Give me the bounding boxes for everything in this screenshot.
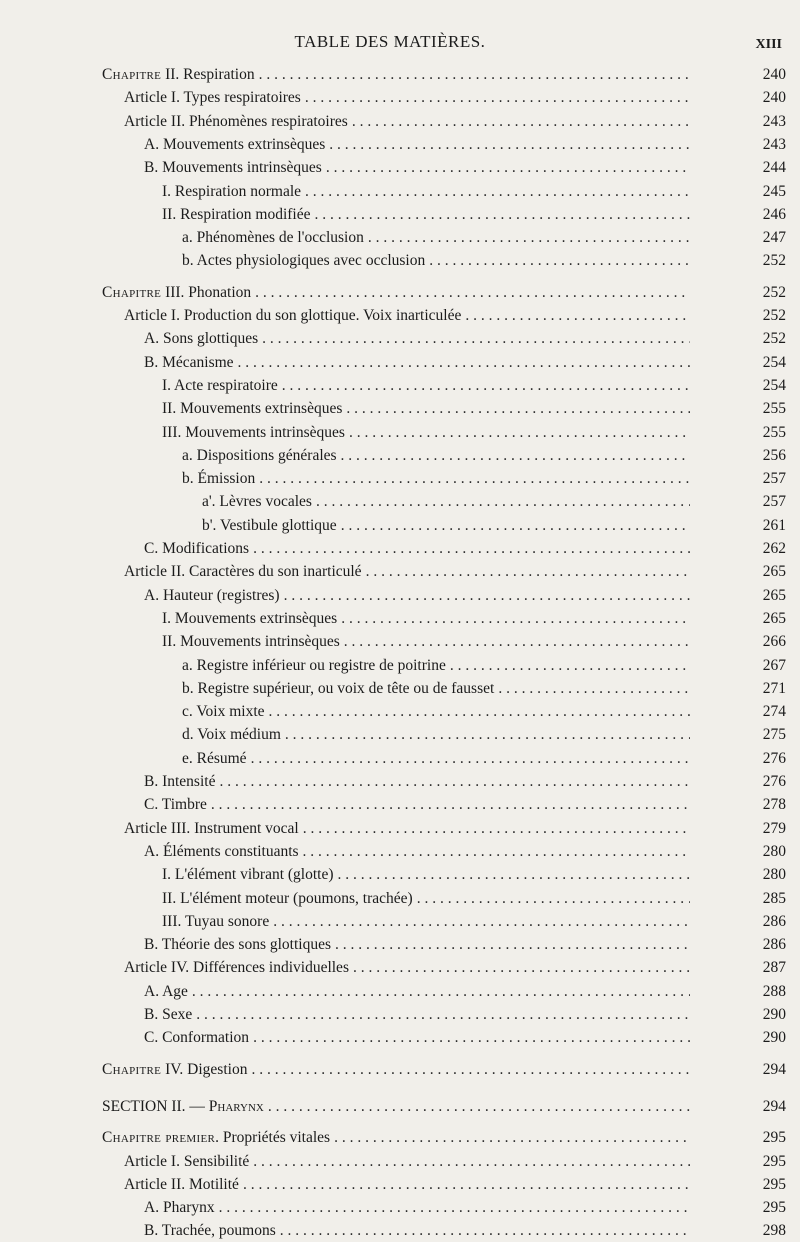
dot-leader: [368, 227, 690, 249]
dot-leader: [269, 701, 690, 723]
toc-entry-text: b'. Vestibule glottique: [202, 516, 337, 534]
dot-leader: [341, 608, 690, 630]
dot-leader: [262, 328, 690, 350]
toc-entry-label: [144, 1220, 276, 1242]
dot-leader: [338, 864, 690, 886]
toc-entry-text: II. Mouvements intrinsèques: [162, 633, 340, 651]
toc-entry: [124, 1174, 786, 1196]
toc-entry-text: a. Dispositions générales: [182, 446, 337, 464]
dot-leader: [259, 468, 690, 490]
toc-entry-text: I. Mouvements extrinsèques: [162, 609, 338, 627]
dot-leader: [282, 375, 690, 397]
toc-entry: [182, 250, 786, 272]
toc-entry-page: 254: [762, 376, 786, 394]
toc-entry-text: I. Respiration normale: [162, 182, 302, 200]
toc-entry-label: [102, 1127, 330, 1149]
page-number-roman: XIII: [755, 37, 782, 52]
toc-entry-label: [124, 1151, 249, 1173]
toc-entry: [144, 585, 786, 607]
toc-entry-text: a'. Lèvres vocales: [202, 493, 312, 511]
toc-entry-page: 265: [762, 586, 786, 604]
toc-entry-page: 286: [762, 936, 786, 954]
dot-leader: [429, 250, 690, 272]
toc-entry: [124, 87, 786, 109]
toc-entry-text: II. Respiration modifiée: [162, 205, 311, 223]
toc-entry-page: 295: [762, 1152, 786, 1170]
toc-entry-text: B. Théorie des sons glottiques: [144, 936, 331, 954]
toc-entry-page: 275: [762, 726, 786, 744]
toc-entry-label: [144, 157, 322, 179]
dot-leader: [346, 398, 690, 420]
toc-entry-kind: Chapitre: [102, 66, 162, 83]
toc-entry-text: A. Mouvements extrinsèques: [144, 135, 326, 153]
dot-leader: [315, 204, 691, 226]
dot-leader: [498, 678, 690, 700]
toc-entry-kind: Chapitre: [102, 1060, 162, 1078]
toc-entry-page: 276: [762, 749, 786, 767]
toc-entry: [124, 305, 786, 327]
toc-entry-text: II. Respiration: [165, 66, 255, 83]
toc-entry-page: 276: [762, 773, 786, 790]
toc-entry: [124, 957, 786, 979]
toc-entry-page: 274: [762, 703, 786, 721]
toc-entry-label: [162, 864, 334, 886]
dot-leader: [284, 585, 690, 607]
dot-leader: [450, 655, 690, 677]
dot-leader: [285, 724, 690, 746]
toc-entry: [162, 631, 786, 653]
toc-entry-page: 294: [762, 1097, 786, 1115]
toc-entry-text: I. L'élément vibrant (glotte): [162, 866, 334, 884]
toc-entry-text: B. Intensité: [144, 773, 216, 790]
dot-leader: [353, 957, 690, 979]
toc-entry-page: 295: [762, 1175, 786, 1193]
toc-entry-text: d. Voix médium: [182, 726, 281, 744]
toc-entry: [144, 1027, 786, 1049]
running-head: [0, 28, 800, 58]
toc-entry-page: 252: [762, 283, 786, 301]
toc-entry-text: A. Sons glottiques: [144, 330, 259, 348]
toc-entry: [144, 981, 786, 1003]
toc-entry-page: 245: [762, 182, 786, 200]
toc-entry: [144, 1220, 786, 1242]
toc-entry: [182, 678, 786, 700]
toc-entry-text: A. Éléments constituants: [144, 842, 299, 860]
toc-entry-page: 266: [762, 633, 786, 651]
toc-entry: [144, 157, 786, 179]
toc-entry-text: Article II. Caractères du son inarticulé: [124, 563, 362, 581]
toc-entry: [102, 1096, 786, 1118]
toc-entry-text: IV. Digestion: [165, 1060, 248, 1078]
toc-entry-label: [182, 250, 425, 272]
toc-entry: [144, 352, 786, 374]
toc-entry-label: [162, 631, 340, 653]
toc-entry-text: II. — Pharynx: [171, 1097, 264, 1115]
toc-entry: [162, 608, 786, 630]
dot-leader: [251, 1059, 690, 1081]
toc-entry-page: 290: [762, 1006, 786, 1023]
toc-entry-page: 280: [762, 866, 786, 884]
toc-entry-label: [202, 491, 312, 513]
toc-entry: [202, 515, 786, 537]
toc-entry-text: Article I. Production du son glottique. Voix inarticulée: [124, 307, 462, 324]
dot-leader: [268, 1096, 690, 1118]
toc-entry: [162, 375, 786, 397]
toc-entry-label: [144, 134, 325, 156]
toc-entry-label: [124, 957, 349, 979]
dot-leader: [465, 305, 690, 327]
toc-entry-text: a. Phénomènes de l'occlusion: [182, 229, 364, 247]
toc-entry: [182, 701, 786, 723]
toc-entry-label: [182, 655, 446, 677]
toc-entry-page: 246: [762, 205, 786, 223]
dot-leader: [349, 422, 690, 444]
toc-entry: [144, 934, 786, 956]
toc-entry-label: [124, 305, 461, 327]
toc-entry: [182, 655, 786, 677]
toc-entry-label: [102, 282, 251, 304]
toc-entry-text: I. Acte respiratoire: [162, 376, 278, 394]
dot-leader: [305, 87, 690, 109]
toc-entry-label: [102, 1059, 247, 1081]
toc-entry-label: [162, 181, 301, 203]
toc-entry-page: 265: [762, 609, 786, 627]
toc-entry: [124, 1151, 786, 1173]
toc-entry-label: [202, 515, 337, 537]
toc-entry-page: 278: [762, 796, 786, 814]
page-title: TABLE DES MATIÈRES.: [294, 32, 486, 51]
toc-entry-page: 288: [762, 982, 786, 1000]
toc-entry: [102, 282, 786, 304]
toc-entry-label: [124, 111, 348, 133]
toc-entry: [202, 491, 786, 513]
toc-entry-text: Article I. Sensibilité: [124, 1152, 250, 1170]
toc-entry-label: [162, 422, 345, 444]
toc-entry-label: [182, 227, 364, 249]
toc-entry-text: b. Actes physiologiques avec occlusion: [182, 252, 426, 270]
dot-leader: [326, 157, 690, 179]
toc-entry-text: b. Émission: [182, 470, 256, 488]
toc-entry-text: C. Modifications: [144, 540, 250, 557]
dot-leader: [366, 561, 690, 583]
toc-entry-text: C. Conformation: [144, 1029, 250, 1047]
toc-entry-text: B. Trachée, poumons: [144, 1222, 276, 1240]
toc-entry: [162, 204, 786, 226]
toc-entry-text: e. Résumé: [182, 749, 247, 767]
toc-entry-label: [102, 1096, 264, 1118]
toc-entry-kind: Chapitre: [102, 283, 162, 301]
toc-entry-page: 262: [762, 540, 786, 557]
toc-entry-page: 261: [762, 516, 786, 534]
dot-leader: [192, 981, 690, 1003]
toc-entry: [162, 181, 786, 203]
toc-entry: [162, 422, 786, 444]
toc-entry: [102, 1059, 786, 1081]
toc-entry: [102, 1127, 786, 1149]
toc-entry-label: [144, 934, 331, 956]
toc-entry: [162, 888, 786, 910]
toc-entry-page: 243: [762, 135, 786, 153]
toc-entry-text: B. Mouvements intrinsèques: [144, 159, 322, 177]
toc-entry-label: [144, 771, 215, 793]
toc-entry-label: [182, 748, 247, 770]
toc-entry-page: 255: [762, 400, 786, 418]
dot-leader: [352, 111, 690, 133]
toc-entry-text: B. Sexe: [144, 1006, 193, 1023]
toc-entry-text: Article III. Instrument vocal: [124, 819, 299, 837]
toc-entry-label: [124, 87, 301, 109]
toc-entry-label: [144, 1004, 192, 1026]
toc-entry-page: 295: [762, 1199, 786, 1217]
toc-entry-page: 290: [762, 1029, 786, 1047]
toc-entry-text: a. Registre inférieur ou registre de poitrine: [182, 656, 446, 674]
dot-leader: [303, 818, 690, 840]
dot-leader: [417, 888, 690, 910]
dot-leader: [238, 352, 690, 374]
toc-entry-page: 252: [762, 252, 786, 270]
toc-entry-text: c. Voix mixte: [182, 703, 265, 721]
toc-entry-page: 280: [762, 842, 786, 860]
toc-entry-page: 257: [762, 493, 786, 511]
toc-entry-page: 252: [762, 307, 786, 324]
toc-entry-page: 254: [762, 353, 786, 371]
toc-entry-label: [144, 352, 234, 374]
toc-entry-page: 298: [762, 1222, 786, 1240]
toc-entry-text: II. Mouvements extrinsèques: [162, 400, 343, 418]
toc-entry-kind: Chapitre premier: [102, 1129, 216, 1147]
toc-entry-text: . Propriétés vitales: [215, 1129, 331, 1147]
toc-entry-page: 240: [762, 66, 786, 83]
dot-leader: [305, 181, 690, 203]
dot-leader: [303, 841, 690, 863]
dot-leader: [344, 631, 690, 653]
toc-entry-text: A. Hauteur (registres): [144, 586, 280, 604]
toc-entry-label: [144, 1027, 249, 1049]
toc-entry-page: 255: [762, 423, 786, 441]
toc-entry-page: 257: [762, 470, 786, 488]
toc-entry-label: [182, 724, 281, 746]
toc-entry-kind: SECTION: [102, 1097, 168, 1115]
toc-entry-page: 240: [762, 89, 786, 107]
dot-leader: [280, 1220, 690, 1242]
toc-entry-text: C. Timbre: [144, 796, 207, 814]
toc-entry-label: [124, 1174, 239, 1196]
toc-entry: [144, 134, 786, 156]
toc-entry-text: Article II. Phénomènes respiratoires: [124, 112, 348, 130]
toc-entry-page: 252: [762, 330, 786, 348]
toc-entry-label: [182, 445, 337, 467]
toc-entry-text: A. Pharynx: [144, 1199, 215, 1217]
toc-entry-text: Article II. Motilité: [124, 1175, 239, 1193]
toc-entry-text: b. Registre supérieur, ou voix de tête ou de fausset: [182, 679, 495, 697]
toc-entry-page: 287: [762, 959, 786, 977]
toc-entry-page: 247: [762, 229, 786, 247]
toc-entry: [144, 1004, 786, 1026]
toc-entry-label: [162, 608, 337, 630]
toc-entry-text: Article IV. Différences individuelles: [124, 959, 349, 977]
toc-entry-text: B. Mécanisme: [144, 353, 234, 371]
toc-entry: [144, 771, 786, 793]
dot-leader: [243, 1174, 690, 1196]
toc-entry-page: 256: [762, 446, 786, 464]
toc-entry-page: 243: [762, 112, 786, 130]
toc-entry: [124, 818, 786, 840]
toc-entry: [162, 911, 786, 933]
toc-entry-text: Article I. Types respiratoires: [124, 89, 301, 107]
toc-entry-label: [124, 818, 299, 840]
toc-entry-label: [162, 375, 278, 397]
toc-entry-text: III. Tuyau sonore: [162, 912, 270, 930]
toc-entry: [162, 864, 786, 886]
toc-entry-label: [102, 64, 255, 86]
toc-entry-label: [144, 841, 299, 863]
dot-leader: [251, 748, 690, 770]
toc-entry-page: 271: [762, 679, 786, 697]
toc-entry: [182, 748, 786, 770]
toc-entry-label: [162, 398, 342, 420]
toc-entry-label: [144, 585, 280, 607]
dot-leader: [219, 771, 690, 793]
dot-leader: [196, 1004, 690, 1026]
toc-entry-label: [182, 701, 265, 723]
toc-entry-label: [162, 888, 413, 910]
dot-leader: [211, 794, 690, 816]
toc-entry: [182, 468, 786, 490]
toc-entry-text: III. Phonation: [165, 283, 252, 301]
dot-leader: [253, 538, 690, 560]
toc-entry: [182, 445, 786, 467]
toc-entry-label: [144, 794, 207, 816]
toc-entry-text: III. Mouvements intrinsèques: [162, 423, 345, 441]
dot-leader: [253, 1027, 690, 1049]
toc-entry: [182, 724, 786, 746]
toc-entry: [144, 538, 786, 560]
toc-entry-text: A. Age: [144, 982, 188, 1000]
dot-leader: [341, 445, 690, 467]
toc-entry: [144, 794, 786, 816]
toc-entry-label: [162, 204, 311, 226]
toc-entry: [144, 841, 786, 863]
toc-entry-text: II. L'élément moteur (poumons, trachée): [162, 889, 413, 907]
toc-entry-label: [144, 981, 188, 1003]
toc-entry: [162, 398, 786, 420]
toc-entry-page: 279: [762, 819, 786, 837]
dot-leader: [341, 515, 690, 537]
toc-entry-page: 244: [762, 159, 786, 177]
toc-entry: [102, 64, 786, 86]
toc-entry: [144, 328, 786, 350]
toc-entry-page: 267: [762, 656, 786, 674]
toc-entry-page: 294: [762, 1060, 786, 1078]
toc-entry-page: 265: [762, 563, 786, 581]
toc-entry: [182, 227, 786, 249]
dot-leader: [334, 1127, 690, 1149]
dot-leader: [255, 282, 690, 304]
toc-entry: [124, 561, 786, 583]
toc-entry-page: 295: [762, 1129, 786, 1147]
dot-leader: [329, 134, 690, 156]
dot-leader: [316, 491, 690, 513]
dot-leader: [259, 64, 690, 86]
toc-entry-label: [144, 328, 258, 350]
toc-entry-label: [182, 468, 255, 490]
toc-entry-label: [144, 538, 249, 560]
toc-entry-label: [182, 678, 494, 700]
dot-leader: [273, 911, 690, 933]
toc-entry-page: 285: [762, 889, 786, 907]
toc-entry-page: 286: [762, 912, 786, 930]
dot-leader: [253, 1151, 690, 1173]
toc-entry-label: [124, 561, 362, 583]
toc-entry-label: [162, 911, 269, 933]
toc-entry: [124, 111, 786, 133]
dot-leader: [335, 934, 690, 956]
